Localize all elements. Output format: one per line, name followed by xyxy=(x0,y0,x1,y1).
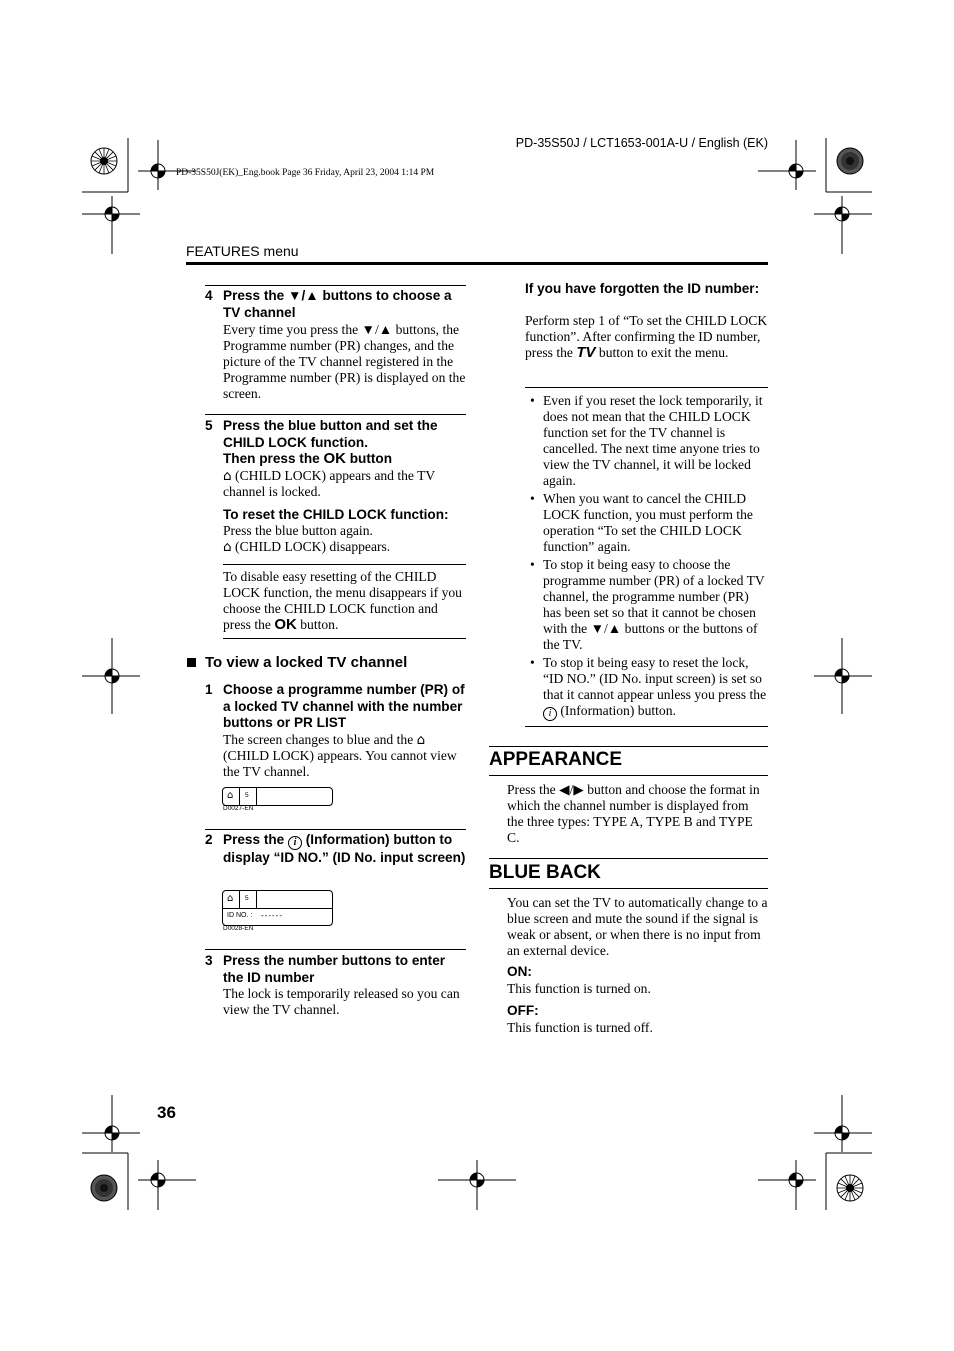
subsection-heading: To view a locked TV channel xyxy=(205,654,408,671)
view-step3-body: The lock is temporarily released so you can view the TV channel. xyxy=(223,986,460,1017)
figure-code: D0027-EN xyxy=(223,805,254,812)
section-title: FEATURES menu xyxy=(186,243,299,259)
note-item: • When you want to cancel the CHILD LOCK function, you must perform the operation “To set the CHILD LOCK function” again. xyxy=(525,491,768,555)
divider xyxy=(205,414,466,415)
notes-bottom-rule xyxy=(525,726,768,727)
step5-body: ⌂ (CHILD LOCK) appears and the TV channel is locked. xyxy=(223,468,435,499)
divider xyxy=(205,829,466,830)
step-number: 3 xyxy=(205,953,213,968)
screen-channel: 5 xyxy=(245,792,249,799)
on-label: ON: xyxy=(507,964,532,979)
appearance-heading: APPEARANCE xyxy=(489,749,623,770)
figure-code: D0028-EN xyxy=(223,925,254,932)
divider xyxy=(205,285,466,286)
child-lock-icon: ⌂ xyxy=(223,539,232,555)
ok-icon: OK xyxy=(323,450,346,467)
information-icon: i xyxy=(543,707,557,721)
screen-channel: 5 xyxy=(245,895,249,902)
step-number: 2 xyxy=(205,832,213,847)
print-info: PD-35S50J(EK)_Eng.book Page 36 Friday, April 23, 2004 1:14 PM xyxy=(176,168,435,178)
square-bullet-icon xyxy=(187,658,196,667)
id-value: ------ xyxy=(261,911,283,920)
blue-back-top-rule xyxy=(489,858,768,859)
step-number: 4 xyxy=(205,288,213,303)
view-step2-title: Press the i (Information) button to display “ID NO.” (ID No. input screen) xyxy=(223,832,466,865)
reset-heading: To reset the CHILD LOCK function: xyxy=(223,507,449,522)
view-step1-title: Choose a programme number (PR) of a locked TV channel with the number buttons or PR LIST xyxy=(223,682,465,730)
page-number: 36 xyxy=(157,1103,176,1122)
child-lock-icon: ⌂ xyxy=(227,790,234,801)
step-number: 5 xyxy=(205,418,213,433)
down-up-arrows-icon: ▼/▲ xyxy=(361,322,393,337)
notes-list xyxy=(525,393,768,723)
view-step1-body: The screen changes to blue and the ⌂ (CHILD LOCK) appears. You cannot view the TV channel. xyxy=(223,732,457,779)
note-item: • To stop it being easy to reset the lock, “ID NO.” (ID No. input screen) is set so that it cannot appear unless you press the i (Information) button. xyxy=(525,655,768,721)
down-up-arrows-icon: ▼/▲ xyxy=(590,621,622,636)
note-item: • To stop it being easy to choose the programme number (PR) of a locked TV channel, the programme number (PR) has been set so that it cannot be chosen with the ▼/▲ buttons or the buttons of the TV. xyxy=(525,557,768,653)
note-top-rule xyxy=(223,564,466,565)
appearance-bottom-rule xyxy=(489,775,768,776)
forgot-id-heading: If you have forgotten the ID number: xyxy=(525,281,760,296)
left-right-arrows-icon: ◀/▶ xyxy=(559,782,584,797)
blue-back-heading: BLUE BACK xyxy=(489,862,601,883)
child-lock-icon: ⌂ xyxy=(223,468,232,484)
id-input-screen-illustration xyxy=(222,890,333,926)
note-bottom-rule xyxy=(223,638,466,639)
off-text: This function is turned off. xyxy=(507,1020,653,1035)
locked-screen-illustration xyxy=(222,787,333,806)
forgot-id-body: Perform step 1 of “To set the CHILD LOCK function”. After confirming the ID number, press the TV button to exit the menu. xyxy=(525,313,768,361)
id-label: ID NO. : xyxy=(227,912,253,919)
step-number: 1 xyxy=(205,682,213,697)
divider xyxy=(205,949,466,950)
appearance-body: Press the ◀/▶ button and choose the format in which the channel number is displayed from the three types: TYPE A, TYPE B and TYPE C. xyxy=(507,782,760,845)
document-code: PD-35S50J / LCT1653-001A-U / English (EK) xyxy=(515,136,768,150)
on-text: This function is turned on. xyxy=(507,981,651,996)
header-rule xyxy=(186,262,768,265)
information-icon: i xyxy=(288,836,302,850)
tv-button-icon: TV xyxy=(576,344,596,361)
blue-back-body: You can set the TV to automatically change to a blue screen and mute the sound if the signal is weak or absent, or when there is no input from an external device. xyxy=(507,895,768,958)
down-up-arrows-icon: ▼/▲ xyxy=(287,288,319,303)
ok-icon: OK xyxy=(274,616,297,633)
child-lock-icon: ⌂ xyxy=(227,893,234,904)
view-step3-title: Press the number buttons to enter the ID number xyxy=(223,953,446,985)
note: To disable easy resetting of the CHILD LOCK function, the menu disappears if you choose the CHILD LOCK function and press the OK button. xyxy=(223,569,462,633)
blue-back-bottom-rule xyxy=(489,888,768,889)
reset-body: Press the blue button again. ⌂ (CHILD LOCK) disappears. xyxy=(223,523,391,555)
note-item: • Even if you reset the lock temporarily, it does not mean that the CHILD LOCK function set for the TV channel is cancelled. The next time anyone tries to view the TV channel, it will be locked again. xyxy=(525,393,768,489)
notes-top-rule xyxy=(525,387,768,388)
step5-title: Press the blue button and set the CHILD LOCK function. Then press the OK button xyxy=(223,418,438,467)
child-lock-icon: ⌂ xyxy=(416,732,426,748)
step4-body: Every time you press the ▼/▲ buttons, the Programme number (PR) changes, and the picture of the TV channel registered in the Programme number (PR) is displayed on the screen. xyxy=(223,322,466,401)
step4-title: Press the ▼/▲ buttons to choose a TV channel xyxy=(223,288,452,320)
appearance-top-rule xyxy=(489,746,768,747)
off-label: OFF: xyxy=(507,1003,539,1018)
